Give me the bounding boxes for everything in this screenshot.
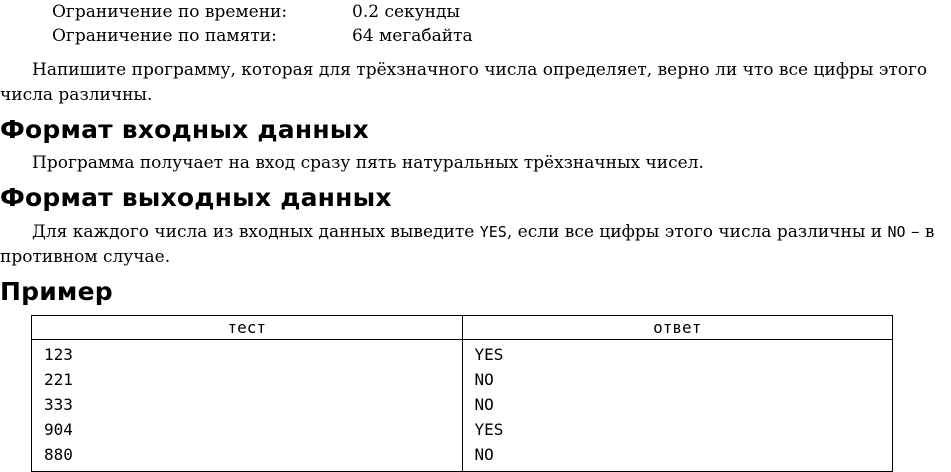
answer-cell: YES — [462, 417, 893, 442]
output-text-after: – в противном случае. — [0, 222, 935, 267]
output-text-middle: , если все цифры этого числа различны и — [506, 222, 888, 242]
input-format-text-block — [0, 151, 951, 176]
answer-cell: NO — [462, 442, 893, 472]
example-heading: Пример — [0, 277, 113, 306]
time-limit-label: Ограничение по времени: — [52, 2, 288, 22]
yes-token: YES — [479, 223, 507, 241]
example-header-row — [32, 316, 893, 340]
answer-cell: NO — [462, 392, 893, 417]
header-test: тест — [32, 316, 463, 340]
answer-cell: NO — [462, 367, 893, 392]
table-row — [32, 442, 893, 472]
example-table — [31, 315, 893, 472]
table-row — [32, 340, 893, 368]
table-row — [32, 417, 893, 442]
header-answer: ответ — [462, 316, 893, 340]
memory-limit-value: 64 мегабайта — [352, 26, 473, 46]
output-format-text-block — [0, 220, 951, 270]
table-row — [32, 367, 893, 392]
answer-cell: YES — [462, 340, 893, 368]
output-text-before: Для каждого числа из входных данных выведите — [32, 222, 480, 242]
test-cell: 123 — [32, 340, 463, 368]
input-format-heading: Формат входных данных — [0, 115, 369, 144]
no-token: NO — [887, 223, 906, 241]
input-format-text: Программа получает на вход сразу пять натуральных трёхзначных чисел. — [32, 153, 704, 173]
test-cell: 333 — [32, 392, 463, 417]
problem-statement — [0, 58, 951, 108]
statement-text: Напишите программу, которая для трёхзначного числа определяет, верно ли что все цифры этого числа различны. — [0, 60, 928, 105]
time-limit-row — [52, 0, 473, 24]
memory-limit-row — [52, 24, 473, 48]
output-format-heading: Формат выходных данных — [0, 183, 392, 212]
memory-limit-label: Ограничение по памяти: — [52, 26, 277, 46]
test-cell: 904 — [32, 417, 463, 442]
test-cell: 221 — [32, 367, 463, 392]
limits-block — [52, 0, 473, 48]
time-limit-value: 0.2 секунды — [352, 2, 460, 22]
test-cell: 880 — [32, 442, 463, 472]
table-row — [32, 392, 893, 417]
